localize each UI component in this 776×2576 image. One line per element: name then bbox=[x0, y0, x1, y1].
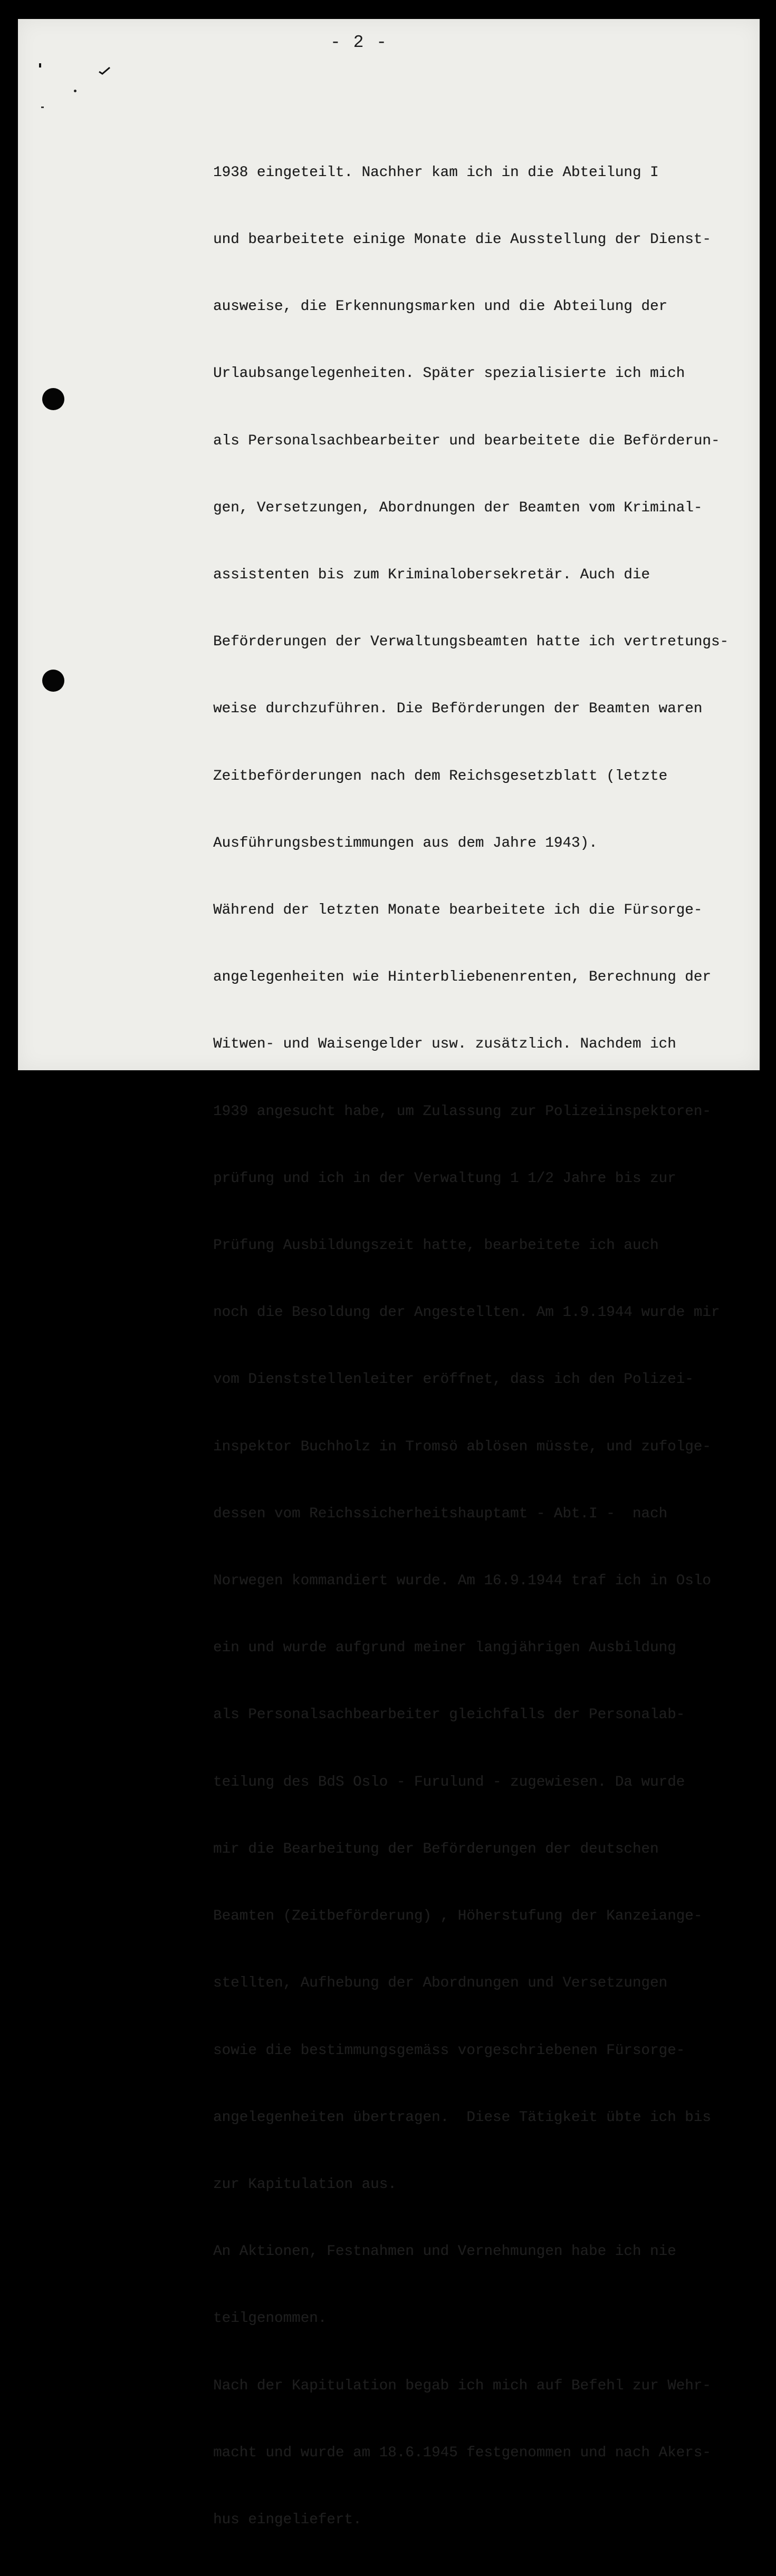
text-line: ein und wurde aufgrund meiner langjährigen Ausbildung bbox=[213, 1640, 676, 1657]
pen-dot-icon bbox=[74, 90, 76, 92]
text-line: Beförderungen der Verwaltungsbeamten hatte ich vertretungs- bbox=[213, 634, 729, 651]
text-line: teilung des BdS Oslo - Furulund - zugewiesen. Da wurde bbox=[213, 1774, 685, 1790]
text-line: Norwegen kommandiert wurde. Am 16.9.1944 traf ich in Oslo bbox=[213, 1573, 711, 1590]
text-line: teilgenommen. bbox=[213, 2310, 327, 2327]
text-line: vom Dienststellenleiter eröffnet, dass ich den Polizei- bbox=[213, 1371, 694, 1388]
text-line: dessen vom Reichssicherheitshauptamt - Abt.I - nach bbox=[213, 1505, 668, 1522]
text-line: angelegenheiten übertragen. Diese Tätigkeit übte ich bis bbox=[213, 2109, 711, 2126]
text-line: macht und wurde am 18.6.1945 festgenommen und nach Akers- bbox=[213, 2444, 711, 2461]
text-line: Zeitbeförderungen nach dem Reichsgesetzblatt (letzte bbox=[213, 768, 668, 785]
text-line: ausweise, die Erkennungsmarken und die Abteilung der bbox=[213, 298, 668, 315]
text-line: 1938 eingeteilt. Nachher kam ich in die Abteilung I bbox=[213, 164, 659, 181]
text-line: assistenten bis zum Kriminalobersekretär. Auch die bbox=[213, 567, 650, 584]
text-line: noch die Besoldung der Angestellten. Am 1.9.1944 wurde mir bbox=[213, 1304, 720, 1321]
text-line: und bearbeitete einige Monate die Ausstellung der Dienst- bbox=[213, 231, 711, 248]
pen-dash-icon bbox=[41, 106, 44, 108]
text-line: Witwen- und Waisengelder usw. zusätzlich. Nachdem ich bbox=[213, 1036, 676, 1053]
text-line: Ausführungsbestimmungen aus dem Jahre 1943). bbox=[213, 835, 598, 851]
text-line: als Personalsachbearbeiter und bearbeitete die Beförderun- bbox=[213, 432, 720, 449]
text-line: zur Kapitulation aus. bbox=[213, 2176, 397, 2193]
text-line: prüfung und ich in der Verwaltung 1 1/2 Jahre bis zur bbox=[213, 1170, 676, 1187]
text-line: Nach der Kapitulation begab ich mich auf Befehl zur Wehr- bbox=[213, 2377, 711, 2394]
text-line: Während der letzten Monate bearbeitete ich die Fürsorge- bbox=[213, 902, 703, 919]
text-line: angelegenheiten wie Hinterbliebenenrenten, Berechnung der bbox=[213, 969, 711, 986]
text-line: inspektor Buchholz in Tromsö ablösen müsste, und zufolge- bbox=[213, 1438, 711, 1455]
text-line: sowie die bestimmungsgemäss vorgeschriebenen Fürsorge- bbox=[213, 2042, 685, 2059]
pen-tick-icon bbox=[98, 66, 111, 76]
text-line: stellten, Aufhebung der Abordnungen und Versetzungen bbox=[213, 1975, 668, 1992]
text-line: Urlaubsangelegenheiten. Später spezialisierte ich mich bbox=[213, 365, 685, 382]
text-line: hus eingeliefert. bbox=[213, 2511, 362, 2528]
text-line: An Aktionen, Festnahmen und Vernehmungen habe ich nie bbox=[213, 2243, 676, 2260]
pen-mark-icon bbox=[39, 63, 41, 67]
text-line: gen, Versetzungen, Abordnungen der Beamten vom Kriminal- bbox=[213, 499, 703, 516]
punch-hole-icon bbox=[42, 388, 64, 410]
page-number: - 2 - bbox=[330, 33, 388, 52]
typewritten-body bbox=[213, 117, 756, 2576]
text-line: Beamten (Zeitbeförderung) , Höherstufung der Kanzeiange- bbox=[213, 1908, 703, 1925]
text-line: 1939 angesucht habe, um Zulassung zur Polizeiinspektoren- bbox=[213, 1103, 711, 1120]
text-line: weise durchzuführen. Die Beförderungen der Beamten waren bbox=[213, 701, 703, 718]
text-line: als Personalsachbearbeiter gleichfalls der Personalab- bbox=[213, 1707, 685, 1723]
text-line: Prüfung Ausbildungszeit hatte, bearbeitete ich auch bbox=[213, 1237, 659, 1254]
text-line: mir die Bearbeitung der Beförderungen der deutschen bbox=[213, 1841, 659, 1857]
punch-hole-icon bbox=[42, 670, 64, 692]
